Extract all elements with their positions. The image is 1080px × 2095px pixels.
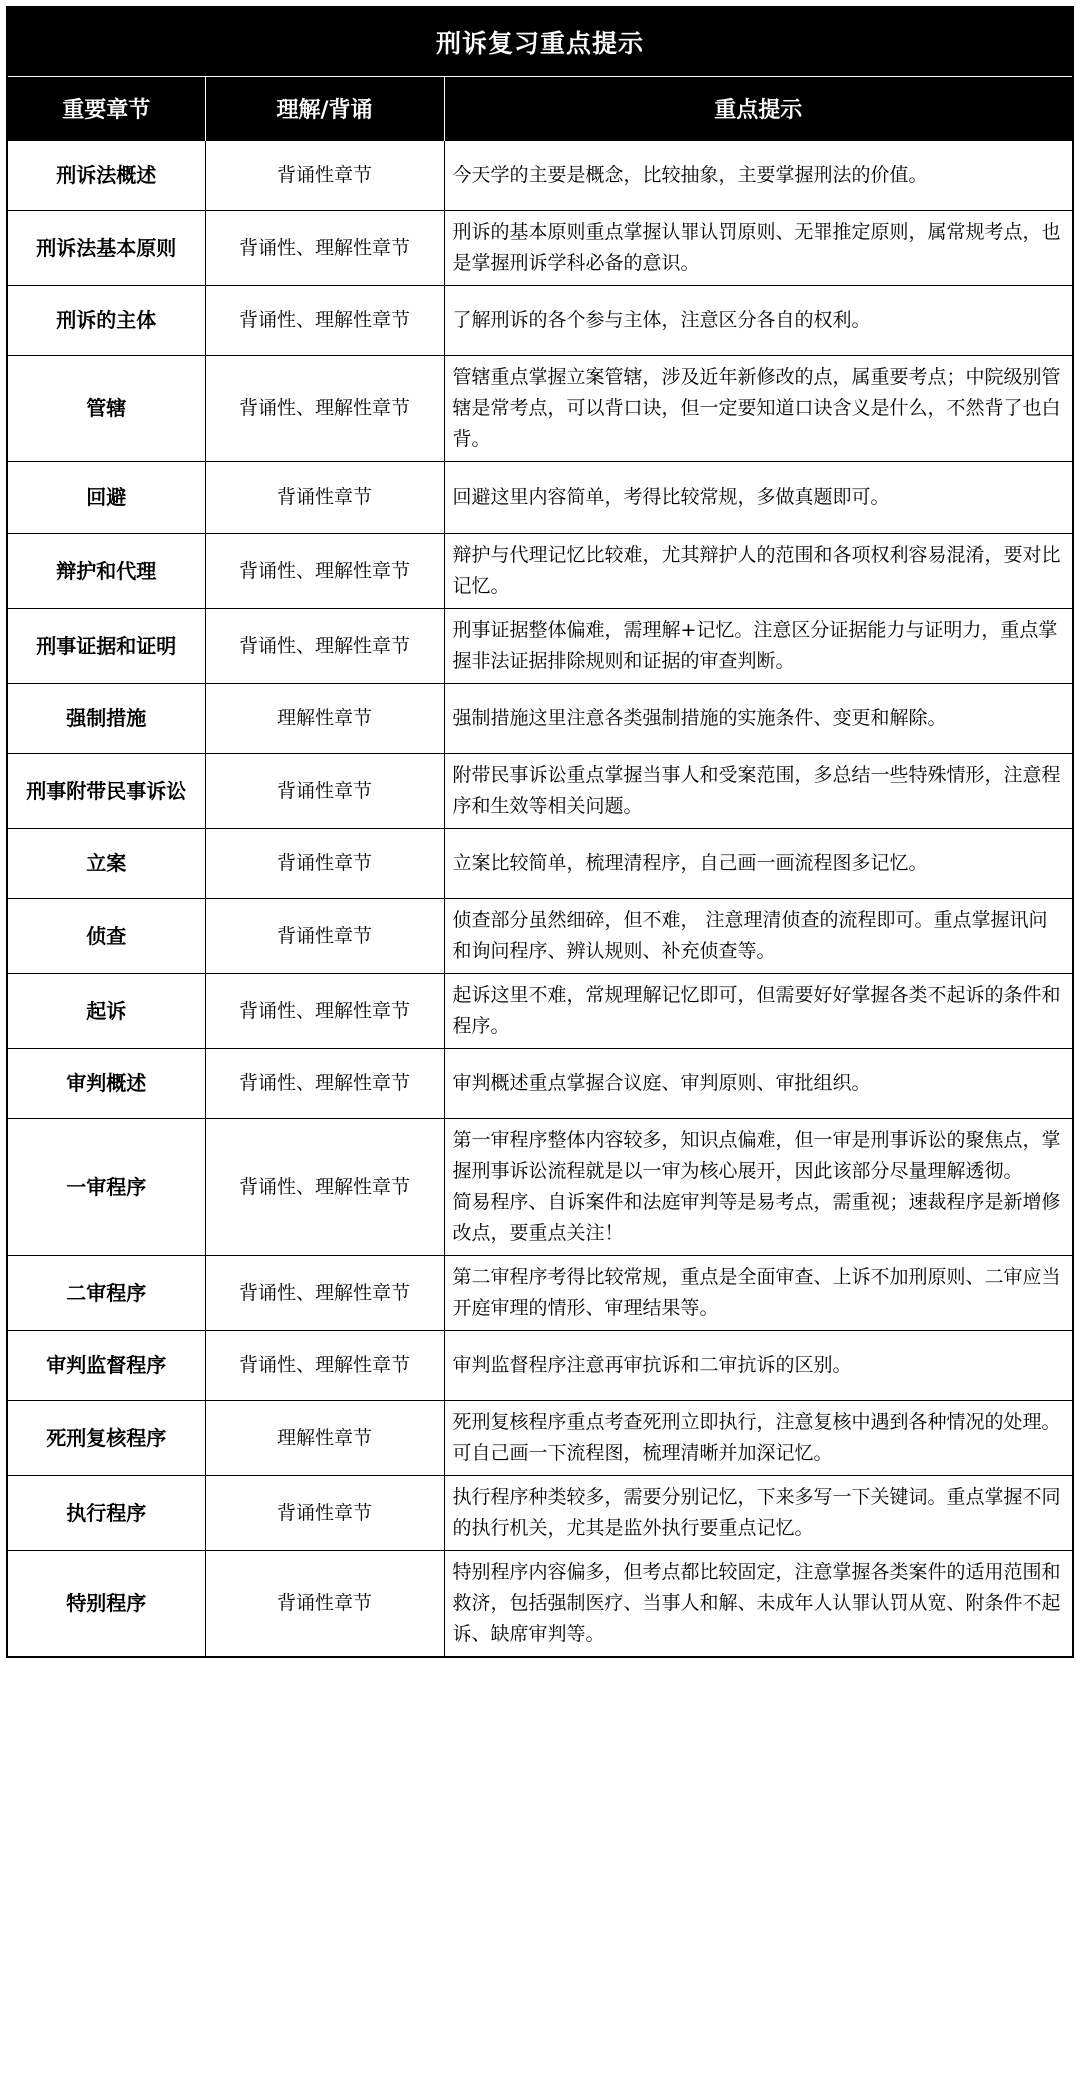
hint-paragraph: 第一审程序整体内容较多，知识点偏难，但一审是刑事诉讼的聚焦点，掌握刑事诉讼流程就是以一审为核心展开，因此该部分尽量理解透彻。 [452,1129,1061,1182]
table-row [8,1331,1072,1401]
mode-cell: 背诵性、理解性章节 [205,609,444,684]
hint-cell [444,1551,1072,1657]
mode-cell: 背诵性、理解性章节 [205,1256,444,1331]
table-row [8,609,1072,684]
table-row [8,684,1072,754]
hint-cell [444,286,1072,356]
hint-paragraph: 辩护与代理记忆比较难，尤其辩护人的范围和各项权利容易混淆，要对比记忆。 [452,544,1061,597]
hint-cell [444,829,1072,899]
hint-cell [444,1401,1072,1476]
hint-cell [444,462,1072,534]
hint-paragraph: 了解刑诉的各个参与主体，注意区分各自的权利。 [452,309,871,331]
table-row [8,899,1072,974]
mode-cell: 背诵性、理解性章节 [205,1049,444,1119]
chapter-cell: 刑诉的主体 [8,286,205,356]
review-table-sheet [6,6,1074,1658]
hint-cell [444,899,1072,974]
chapter-cell: 管辖 [8,356,205,462]
hint-paragraph: 立案比较简单，梳理清程序，自己画一画流程图多记忆。 [452,852,928,874]
chapter-cell: 刑事证据和证明 [8,609,205,684]
chapter-cell: 起诉 [8,974,205,1049]
table-row [8,974,1072,1049]
chapter-cell: 立案 [8,829,205,899]
table-row [8,286,1072,356]
hint-paragraph: 审判概述重点掌握合议庭、审判原则、审批组织。 [452,1072,871,1094]
hint-cell [444,141,1072,211]
hint-cell [444,534,1072,609]
mode-cell: 背诵性章节 [205,1551,444,1657]
mode-cell: 背诵性、理解性章节 [205,534,444,609]
hint-paragraph: 起诉这里不难，常规理解记忆即可，但需要好好掌握各类不起诉的条件和程序。 [452,984,1061,1037]
mode-cell: 背诵性、理解性章节 [205,356,444,462]
hint-cell [444,1256,1072,1331]
hint-cell [444,754,1072,829]
hint-paragraph: 附带民事诉讼重点掌握当事人和受案范围，多总结一些特殊情形，注意程序和生效等相关问题。 [452,764,1061,817]
table-row [8,534,1072,609]
table-row [8,754,1072,829]
table-row [8,1119,1072,1256]
table-body [8,141,1072,1657]
mode-cell: 理解性章节 [205,684,444,754]
table-row [8,829,1072,899]
hint-cell [444,211,1072,286]
table-title: 刑诉复习重点提示 [8,8,1072,76]
chapter-cell: 刑事附带民事诉讼 [8,754,205,829]
table-row [8,1049,1072,1119]
mode-cell: 背诵性、理解性章节 [205,1119,444,1256]
table-row [8,1551,1072,1657]
mode-cell: 背诵性章节 [205,829,444,899]
table-row [8,462,1072,534]
hint-cell [444,609,1072,684]
chapter-cell: 侦查 [8,899,205,974]
hint-paragraph: 审判监督程序注意再审抗诉和二审抗诉的区别。 [452,1354,852,1376]
mode-cell: 背诵性章节 [205,754,444,829]
mode-cell: 背诵性、理解性章节 [205,1331,444,1401]
hint-paragraph: 刑事证据整体偏难，需理解+记忆。注意区分证据能力与证明力，重点掌握非法证据排除规则和证据的审查判断。 [452,619,1058,672]
header-hint: 重点提示 [444,77,1072,141]
chapter-cell: 强制措施 [8,684,205,754]
chapter-cell: 辩护和代理 [8,534,205,609]
hint-paragraph: 回避这里内容简单，考得比较常规，多做真题即可。 [452,486,890,508]
hint-paragraph: 强制措施这里注意各类强制措施的实施条件、变更和解除。 [452,707,947,729]
review-table [8,76,1072,1656]
chapter-cell: 特别程序 [8,1551,205,1657]
mode-cell: 背诵性、理解性章节 [205,286,444,356]
header-chapter: 重要章节 [8,77,205,141]
hint-paragraph: 执行程序种类较多，需要分别记忆，下来多写一下关键词。重点掌握不同的执行机关，尤其是监外执行要重点记忆。 [452,1486,1061,1539]
hint-cell [444,1476,1072,1551]
mode-cell: 背诵性、理解性章节 [205,211,444,286]
hint-paragraph: 管辖重点掌握立案管辖，涉及近年新修改的点，属重要考点；中院级别管辖是常考点，可以背口诀，但一定要知道口诀含义是什么，不然背了也白背。 [452,366,1061,450]
table-row [8,211,1072,286]
table-row [8,1256,1072,1331]
hint-paragraph: 死刑复核程序重点考查死刑立即执行，注意复核中遇到各种情况的处理。可自己画一下流程图，梳理清晰并加深记忆。 [452,1411,1061,1464]
hint-paragraph: 刑诉的基本原则重点掌握认罪认罚原则、无罪推定原则，属常规考点，也是掌握刑诉学科必备的意识。 [452,221,1061,274]
chapter-cell: 刑诉法基本原则 [8,211,205,286]
mode-cell: 背诵性章节 [205,141,444,211]
chapter-cell: 审判概述 [8,1049,205,1119]
mode-cell: 背诵性、理解性章节 [205,974,444,1049]
table-row [8,1476,1072,1551]
mode-cell: 背诵性章节 [205,1476,444,1551]
header-row [8,77,1072,141]
table-row [8,1401,1072,1476]
hint-cell [444,684,1072,754]
chapter-cell: 回避 [8,462,205,534]
table-row [8,141,1072,211]
table-row [8,356,1072,462]
chapter-cell: 执行程序 [8,1476,205,1551]
hint-cell [444,1331,1072,1401]
chapter-cell: 二审程序 [8,1256,205,1331]
hint-paragraph: 今天学的主要是概念，比较抽象，主要掌握刑法的价值。 [452,164,928,186]
chapter-cell: 审判监督程序 [8,1331,205,1401]
hint-paragraph: 简易程序、自诉案件和法庭审判等是易考点，需重视；速裁程序是新增修改点，要重点关注！ [452,1191,1061,1244]
mode-cell: 背诵性章节 [205,899,444,974]
hint-cell [444,1049,1072,1119]
mode-cell: 理解性章节 [205,1401,444,1476]
chapter-cell: 刑诉法概述 [8,141,205,211]
chapter-cell: 一审程序 [8,1119,205,1256]
chapter-cell: 死刑复核程序 [8,1401,205,1476]
hint-cell [444,356,1072,462]
header-mode: 理解/背诵 [205,77,444,141]
hint-cell [444,1119,1072,1256]
hint-paragraph: 侦查部分虽然细碎，但不难， 注意理清侦查的流程即可。重点掌握讯问和询问程序、辨认规则、补充侦查等。 [452,909,1048,962]
hint-paragraph: 第二审程序考得比较常规，重点是全面审查、上诉不加刑原则、二审应当开庭审理的情形、审理结果等。 [452,1266,1061,1319]
hint-cell [444,974,1072,1049]
mode-cell: 背诵性章节 [205,462,444,534]
hint-paragraph: 特别程序内容偏多，但考点都比较固定，注意掌握各类案件的适用范围和救济，包括强制医疗、当事人和解、未成年人认罪认罚从宽、附条件不起诉、缺席审判等。 [452,1561,1061,1645]
